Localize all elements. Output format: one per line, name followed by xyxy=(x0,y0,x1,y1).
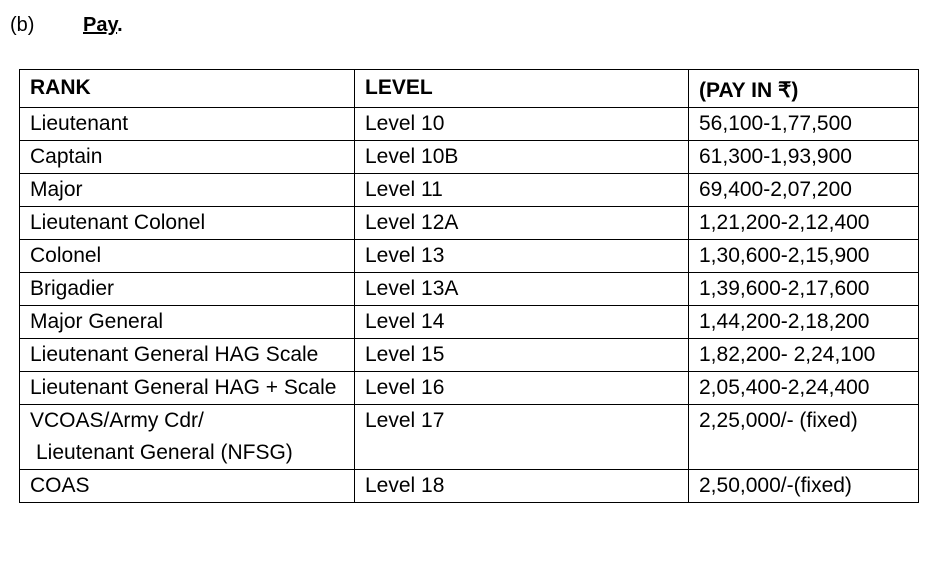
pay-cell: 2,25,000/- (fixed) xyxy=(689,405,919,470)
pay-cell: 2,50,000/-(fixed) xyxy=(689,470,919,503)
table-header-row xyxy=(20,70,919,108)
rank-cell: COAS xyxy=(20,470,355,503)
level-cell: Level 10B xyxy=(355,141,689,174)
level-cell: Level 14 xyxy=(355,306,689,339)
header-pay: (PAY IN ₹) xyxy=(689,70,919,108)
level-cell: Level 13A xyxy=(355,273,689,306)
header-level: LEVEL xyxy=(355,70,689,108)
pay-cell: 61,300-1,93,900 xyxy=(689,141,919,174)
section-title: Pay xyxy=(83,14,118,36)
table-row xyxy=(20,174,919,207)
pay-cell: 1,82,200- 2,24,100 xyxy=(689,339,919,372)
rank-cell: Lieutenant General HAG Scale xyxy=(20,339,355,372)
pay-cell: 56,100-1,77,500 xyxy=(689,108,919,141)
table-row xyxy=(20,141,919,174)
pay-cell: 1,30,600-2,15,900 xyxy=(689,240,919,273)
rank-line-2: Lieutenant General (NFSG) xyxy=(36,441,293,464)
level-cell: Level 17 xyxy=(355,405,689,470)
level-cell: Level 10 xyxy=(355,108,689,141)
level-cell: Level 13 xyxy=(355,240,689,273)
rank-cell: Brigadier xyxy=(20,273,355,306)
level-cell: Level 18 xyxy=(355,470,689,503)
rank-line-1: VCOAS/Army Cdr/ xyxy=(30,409,204,432)
table-row xyxy=(20,273,919,306)
rank-cell: Lieutenant Colonel xyxy=(20,207,355,240)
pay-cell: 1,39,600-2,17,600 xyxy=(689,273,919,306)
section-title-period: . xyxy=(117,14,123,36)
rank-cell: Major xyxy=(20,174,355,207)
table-row xyxy=(20,372,919,405)
table-row xyxy=(20,339,919,372)
table-row xyxy=(20,240,919,273)
rank-cell xyxy=(20,405,355,470)
table-row xyxy=(20,207,919,240)
rank-cell: Colonel xyxy=(20,240,355,273)
section-heading xyxy=(10,12,123,38)
rank-cell: Major General xyxy=(20,306,355,339)
table-row xyxy=(20,405,919,470)
pay-cell: 69,400-2,07,200 xyxy=(689,174,919,207)
pay-table xyxy=(19,69,919,503)
section-number: (b) xyxy=(10,14,35,36)
table-row xyxy=(20,470,919,503)
rank-cell: Lieutenant xyxy=(20,108,355,141)
pay-cell: 1,21,200-2,12,400 xyxy=(689,207,919,240)
table-row xyxy=(20,108,919,141)
level-cell: Level 12A xyxy=(355,207,689,240)
level-cell: Level 11 xyxy=(355,174,689,207)
rank-cell: Lieutenant General HAG + Scale xyxy=(20,372,355,405)
table-row xyxy=(20,306,919,339)
header-rank: RANK xyxy=(20,70,355,108)
pay-cell: 1,44,200-2,18,200 xyxy=(689,306,919,339)
pay-cell: 2,05,400-2,24,400 xyxy=(689,372,919,405)
level-cell: Level 16 xyxy=(355,372,689,405)
level-cell: Level 15 xyxy=(355,339,689,372)
rank-cell: Captain xyxy=(20,141,355,174)
